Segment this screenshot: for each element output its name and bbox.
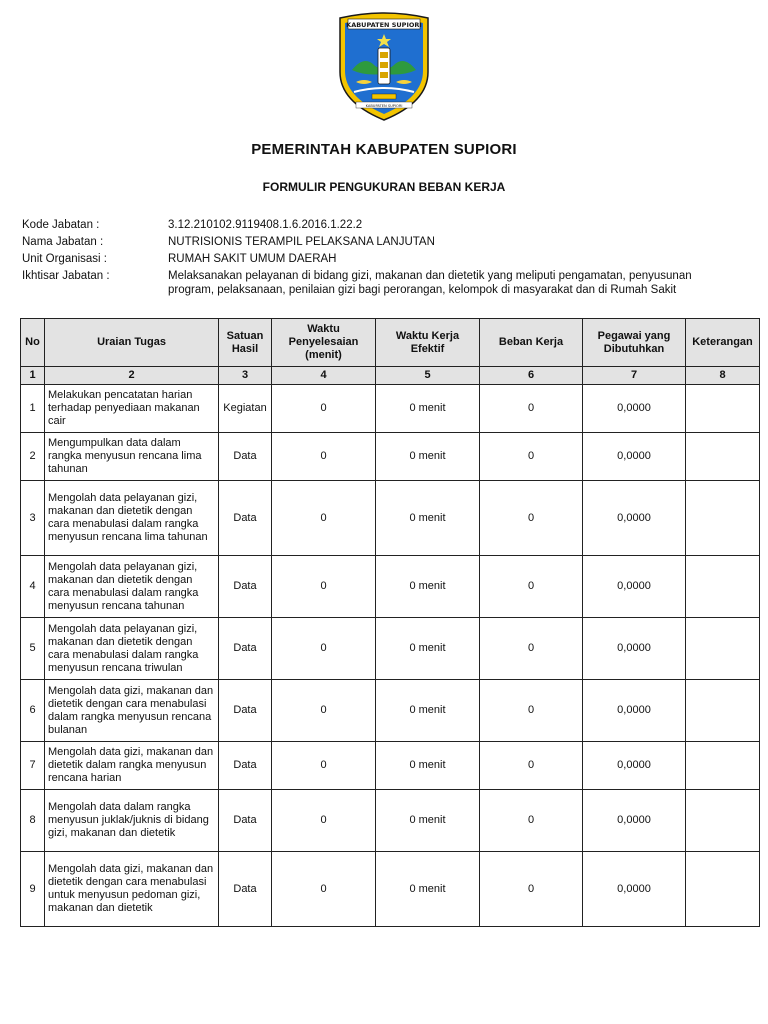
cell-keterangan bbox=[686, 680, 760, 742]
table-row bbox=[21, 433, 760, 481]
cell-satuan: Data bbox=[219, 742, 272, 790]
info-row-unit bbox=[22, 251, 752, 268]
cell-no: 2 bbox=[21, 433, 45, 481]
info-row-nama bbox=[22, 234, 752, 251]
table-row bbox=[21, 680, 760, 742]
header-no: No bbox=[21, 319, 45, 367]
cell-efektif: 0 menit bbox=[376, 852, 480, 927]
cell-efektif: 0 menit bbox=[376, 385, 480, 433]
cell-pegawai: 0,0000 bbox=[583, 385, 686, 433]
cell-no: 6 bbox=[21, 680, 45, 742]
unit-value: RUMAH SAKIT UMUM DAERAH bbox=[168, 253, 337, 265]
cell-waktu: 0 bbox=[272, 618, 376, 680]
cell-pegawai: 0,0000 bbox=[583, 556, 686, 618]
cell-waktu: 0 bbox=[272, 742, 376, 790]
ikhtisar-value bbox=[168, 268, 752, 297]
kode-value: 3.12.210102.9119408.1.6.2016.1.22.2 bbox=[168, 219, 363, 231]
cell-uraian-tugas: Melakukan pencatatan harian terhadap penyediaan makanan cair bbox=[45, 385, 219, 433]
cell-satuan: Data bbox=[219, 556, 272, 618]
cell-beban: 0 bbox=[480, 790, 583, 852]
workload-table bbox=[20, 318, 760, 927]
cell-satuan: Data bbox=[219, 790, 272, 852]
emblem-caption-bottom: KABUPATEN SUPIORI bbox=[365, 103, 403, 108]
cell-no: 4 bbox=[21, 556, 45, 618]
cell-no: 5 bbox=[21, 618, 45, 680]
column-number-row bbox=[21, 367, 760, 385]
cell-uraian-tugas: Mengolah data pelayanan gizi, makanan dan dietetik dengan cara menabulasi dalam rangka menyusun rencana tahunan bbox=[45, 556, 219, 618]
cell-uraian-tugas: Mengolah data gizi, makanan dan dietetik dengan cara menabulasi dalam rangka menyusun rencana bulanan bbox=[45, 680, 219, 742]
nama-value: NUTRISIONIS TERAMPIL PELAKSANA LANJUTAN bbox=[168, 236, 435, 248]
table-row bbox=[21, 790, 760, 852]
cell-pegawai: 0,0000 bbox=[583, 481, 686, 556]
table-row bbox=[21, 742, 760, 790]
cell-pegawai: 0,0000 bbox=[583, 742, 686, 790]
cell-efektif: 0 menit bbox=[376, 790, 480, 852]
cell-waktu: 0 bbox=[272, 556, 376, 618]
cell-keterangan bbox=[686, 742, 760, 790]
cell-keterangan bbox=[686, 618, 760, 680]
info-row-ikhtisar bbox=[22, 268, 752, 297]
form-title: FORMULIR PENGUKURAN BEBAN KERJA bbox=[262, 180, 506, 194]
cell-uraian-tugas: Mengumpulkan data dalam rangka menyusun rencana lima tahunan bbox=[45, 433, 219, 481]
table-body bbox=[21, 385, 760, 927]
cell-uraian-tugas: Mengolah data gizi, makanan dan dietetik dalam rangka menyusun rencana harian bbox=[45, 742, 219, 790]
ikhtisar-label: Ikhtisar Jabatan : bbox=[22, 270, 110, 282]
cell-efektif: 0 menit bbox=[376, 481, 480, 556]
cell-beban: 0 bbox=[480, 433, 583, 481]
header-waktu-penyelesaian: Waktu Penyelesaian (menit) bbox=[272, 319, 376, 367]
cell-beban: 0 bbox=[480, 680, 583, 742]
cell-waktu: 0 bbox=[272, 481, 376, 556]
page-title: PEMERINTAH KABUPATEN SUPIORI bbox=[251, 141, 517, 158]
kode-label: Kode Jabatan : bbox=[22, 219, 100, 231]
cell-beban: 0 bbox=[480, 481, 583, 556]
cell-keterangan bbox=[686, 852, 760, 927]
cell-uraian-tugas: Mengolah data gizi, makanan dan dietetik dengan cara menabulasi untuk menyusun pedoman gizi, makanan dan dietetik bbox=[45, 852, 219, 927]
col-number: 6 bbox=[480, 367, 583, 385]
col-number: 2 bbox=[45, 367, 219, 385]
position-info bbox=[22, 217, 752, 297]
cell-waktu: 0 bbox=[272, 852, 376, 927]
cell-beban: 0 bbox=[480, 385, 583, 433]
cell-beban: 0 bbox=[480, 556, 583, 618]
header-beban-kerja: Beban Kerja bbox=[480, 319, 583, 367]
info-row-kode bbox=[22, 217, 752, 234]
cell-no: 9 bbox=[21, 852, 45, 927]
emblem-caption-top: KABUPATEN SUPIORI bbox=[346, 21, 422, 29]
cell-keterangan bbox=[686, 790, 760, 852]
header-keterangan: Keterangan bbox=[686, 319, 760, 367]
cell-pegawai: 0,0000 bbox=[583, 790, 686, 852]
header-waktu-kerja-efektif: Waktu Kerja Efektif bbox=[376, 319, 480, 367]
table-row bbox=[21, 618, 760, 680]
cell-satuan: Data bbox=[219, 433, 272, 481]
cell-pegawai: 0,0000 bbox=[583, 618, 686, 680]
cell-waktu: 0 bbox=[272, 433, 376, 481]
cell-efektif: 0 menit bbox=[376, 433, 480, 481]
cell-keterangan bbox=[686, 433, 760, 481]
header-uraian-tugas: Uraian Tugas bbox=[45, 319, 219, 367]
ikhtisar-line-2: program, pelaksanaan, penilaian gizi bagi perorangan, kelompok di masyarakat dan di Rumah Sakit bbox=[168, 284, 677, 296]
cell-satuan: Data bbox=[219, 852, 272, 927]
cell-waktu: 0 bbox=[272, 790, 376, 852]
col-number: 5 bbox=[376, 367, 480, 385]
cell-keterangan bbox=[686, 385, 760, 433]
table-row bbox=[21, 385, 760, 433]
cell-efektif: 0 menit bbox=[376, 556, 480, 618]
cell-pegawai: 0,0000 bbox=[583, 680, 686, 742]
table-row bbox=[21, 852, 760, 927]
cell-satuan: Kegiatan bbox=[219, 385, 272, 433]
kabupaten-supiori-emblem bbox=[334, 10, 434, 122]
col-number: 8 bbox=[686, 367, 760, 385]
nama-label: Nama Jabatan : bbox=[22, 236, 104, 248]
cell-waktu: 0 bbox=[272, 385, 376, 433]
cell-waktu: 0 bbox=[272, 680, 376, 742]
cell-keterangan bbox=[686, 481, 760, 556]
table-header-row bbox=[21, 319, 760, 367]
cell-beban: 0 bbox=[480, 742, 583, 790]
cell-pegawai: 0,0000 bbox=[583, 852, 686, 927]
cell-no: 7 bbox=[21, 742, 45, 790]
col-number: 3 bbox=[219, 367, 272, 385]
cell-uraian-tugas: Mengolah data pelayanan gizi, makanan dan dietetik dengan cara menabulasi dalam rangka menyusun rencana lima tahunan bbox=[45, 481, 219, 556]
cell-pegawai: 0,0000 bbox=[583, 433, 686, 481]
cell-keterangan bbox=[686, 556, 760, 618]
cell-no: 3 bbox=[21, 481, 45, 556]
cell-satuan: Data bbox=[219, 618, 272, 680]
header-satuan-hasil: Satuan Hasil bbox=[219, 319, 272, 367]
cell-efektif: 0 menit bbox=[376, 742, 480, 790]
header-pegawai-dibutuhkan: Pegawai yang Dibutuhkan bbox=[583, 319, 686, 367]
ikhtisar-line-1: Melaksanakan pelayanan di bidang gizi, makanan dan dietetik yang meliputi pengamatan, penyusunan bbox=[168, 270, 692, 282]
cell-efektif: 0 menit bbox=[376, 680, 480, 742]
table-row bbox=[21, 481, 760, 556]
cell-uraian-tugas: Mengolah data dalam rangka menyusun juklak/juknis di bidang gizi, makanan dan dietetik bbox=[45, 790, 219, 852]
cell-satuan: Data bbox=[219, 481, 272, 556]
col-number: 7 bbox=[583, 367, 686, 385]
cell-beban: 0 bbox=[480, 618, 583, 680]
cell-no: 8 bbox=[21, 790, 45, 852]
col-number: 1 bbox=[21, 367, 45, 385]
col-number: 4 bbox=[272, 367, 376, 385]
unit-label: Unit Organisasi : bbox=[22, 253, 108, 265]
cell-no: 1 bbox=[21, 385, 45, 433]
cell-beban: 0 bbox=[480, 852, 583, 927]
table-row bbox=[21, 556, 760, 618]
cell-efektif: 0 menit bbox=[376, 618, 480, 680]
cell-satuan: Data bbox=[219, 680, 272, 742]
cell-uraian-tugas: Mengolah data pelayanan gizi, makanan dan dietetik dengan cara menabulasi dalam rangka menyusun rencana triwulan bbox=[45, 618, 219, 680]
